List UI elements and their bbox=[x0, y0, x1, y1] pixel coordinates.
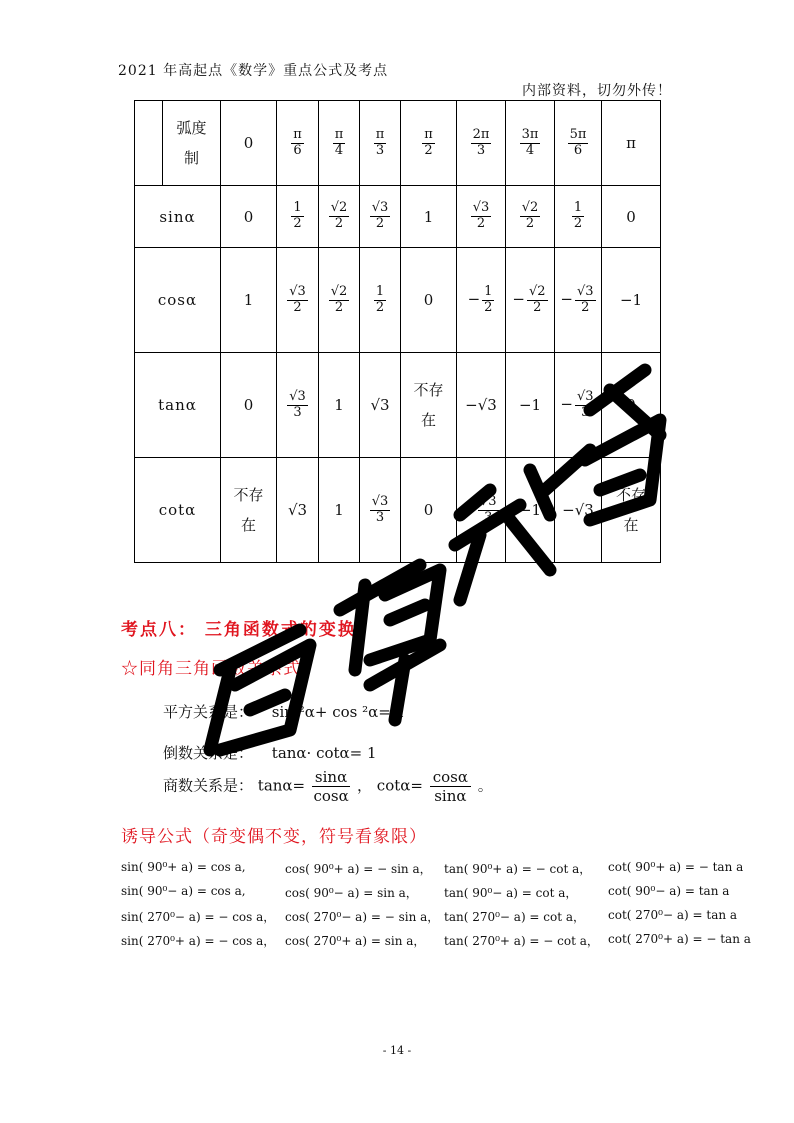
cell-value: π bbox=[626, 134, 636, 152]
value-cell bbox=[319, 353, 360, 458]
cell-value: 0 bbox=[626, 207, 636, 226]
value-cell bbox=[555, 248, 602, 353]
fraction-numerator: √3 bbox=[371, 200, 389, 216]
fraction-denominator: 4 bbox=[334, 142, 344, 158]
fraction-denominator: 2 bbox=[525, 216, 535, 231]
angle-cell bbox=[360, 101, 401, 186]
formula: cos( 90⁰− a) = sin a， bbox=[285, 886, 418, 900]
value-cell bbox=[401, 353, 457, 458]
cell-value: −√3 bbox=[465, 396, 497, 414]
formula: cot( 270⁰+ a) = − tan a bbox=[608, 932, 751, 946]
fraction bbox=[520, 128, 541, 159]
fraction bbox=[471, 128, 492, 159]
formula: tan( 270⁰− a) = cot a， bbox=[444, 910, 586, 924]
fraction-denominator: 3 bbox=[476, 142, 486, 158]
value-cell bbox=[401, 186, 457, 248]
fraction-numerator: √2 bbox=[330, 283, 348, 299]
fraction bbox=[370, 201, 391, 232]
fraction-denominator: 2 bbox=[334, 216, 344, 231]
cell-value: −1 bbox=[518, 396, 542, 414]
formula: tan( 90⁰− a) = cot a， bbox=[444, 886, 578, 900]
value-cell bbox=[221, 353, 277, 458]
minus-sign: − bbox=[512, 290, 525, 308]
table-row bbox=[135, 458, 661, 563]
table-row bbox=[135, 186, 661, 248]
square-relation bbox=[163, 701, 405, 722]
value-cell bbox=[277, 186, 319, 248]
fraction bbox=[287, 285, 308, 316]
formula: sin( 90⁰− a) = cos a, bbox=[121, 884, 246, 898]
fraction-numerator: 2π bbox=[472, 126, 490, 142]
value-cell bbox=[401, 248, 457, 353]
quotient-cot-denominator: sinα bbox=[434, 787, 467, 805]
fraction bbox=[478, 495, 499, 526]
fraction-denominator: 4 bbox=[525, 142, 535, 158]
row-function-label: tanα bbox=[135, 353, 221, 458]
fraction-denominator: 2 bbox=[375, 299, 385, 315]
fraction-numerator: √3 bbox=[472, 200, 490, 216]
cell-value: −1 bbox=[518, 501, 542, 519]
cell-value: 不存在 bbox=[233, 486, 264, 534]
induction-formulas bbox=[121, 860, 751, 956]
value-cell bbox=[602, 458, 661, 563]
formula: tan( 270⁰+ a) = − cot a， bbox=[444, 934, 599, 948]
value-cell bbox=[277, 248, 319, 353]
fraction bbox=[527, 285, 548, 316]
fraction-numerator: 5π bbox=[569, 126, 587, 142]
fraction-denominator: 3 bbox=[484, 509, 493, 525]
fraction-denominator: 3 bbox=[293, 404, 302, 420]
minus-sign: − bbox=[463, 500, 476, 518]
cell-value: 1 bbox=[423, 207, 434, 226]
quotient-relation-label: 商数关系是： bbox=[163, 776, 254, 795]
value-cell bbox=[277, 353, 319, 458]
value-cell bbox=[360, 353, 401, 458]
fraction-numerator: 1 bbox=[293, 200, 302, 216]
fraction bbox=[329, 285, 350, 316]
value-cell bbox=[602, 353, 661, 458]
document-header-notice: 内部资料，切勿外传！ bbox=[522, 83, 672, 99]
value-cell bbox=[457, 248, 506, 353]
quotient-cot-fraction bbox=[430, 768, 471, 805]
fraction-denominator: 2 bbox=[334, 299, 344, 315]
cell-value: −1 bbox=[619, 291, 643, 309]
fraction bbox=[471, 201, 492, 232]
cell-value: 0 bbox=[243, 207, 254, 226]
value-cell bbox=[221, 458, 277, 563]
formula: cot( 90⁰+ a) = − tan a bbox=[608, 860, 744, 874]
value-cell bbox=[319, 458, 360, 563]
minus-sign: − bbox=[560, 290, 573, 308]
fraction bbox=[329, 201, 350, 232]
quotient-end-mark: 。 bbox=[477, 776, 493, 795]
fraction bbox=[572, 201, 584, 232]
value-cell bbox=[319, 248, 360, 353]
formula: cos( 90⁰+ a) = − sin a， bbox=[285, 862, 432, 876]
cell-value: 1 bbox=[334, 501, 344, 519]
fraction-numerator: π bbox=[375, 126, 385, 142]
row-function-label: sinα bbox=[135, 186, 221, 248]
fraction bbox=[568, 128, 589, 159]
fraction bbox=[482, 285, 494, 316]
angle-cell bbox=[555, 101, 602, 186]
value-cell bbox=[555, 186, 602, 248]
value-cell bbox=[506, 353, 555, 458]
fraction-denominator: 6 bbox=[573, 142, 583, 158]
fraction-numerator: √3 bbox=[289, 388, 306, 404]
formula-row bbox=[121, 908, 748, 932]
table-corner-label bbox=[163, 101, 221, 186]
cell-value: √3 bbox=[287, 501, 308, 519]
value-cell bbox=[401, 458, 457, 563]
fraction bbox=[520, 201, 541, 232]
formula: cot( 90⁰− a) = tan a bbox=[608, 884, 730, 898]
quotient-tan-denominator: cosα bbox=[313, 787, 349, 805]
formula: cos( 270⁰+ a) = sin a， bbox=[285, 934, 426, 948]
table-row bbox=[135, 248, 661, 353]
fraction-numerator: π bbox=[293, 126, 302, 142]
fraction bbox=[374, 128, 387, 159]
quotient-tan-fraction bbox=[312, 768, 350, 805]
angle-cell bbox=[506, 101, 555, 186]
value-cell bbox=[277, 458, 319, 563]
cell-value: 0 bbox=[243, 396, 254, 414]
value-cell bbox=[360, 186, 401, 248]
fraction-denominator: 3 bbox=[375, 142, 385, 158]
fraction-numerator: √3 bbox=[577, 388, 594, 404]
induction-formulas-title: 诱导公式（奇变偶不变，符号看象限） bbox=[121, 827, 427, 847]
fraction-numerator: √2 bbox=[521, 200, 539, 216]
row-function-label: cosα bbox=[135, 248, 221, 353]
table-blank-cell bbox=[135, 101, 163, 186]
angle-cell bbox=[319, 101, 360, 186]
value-cell bbox=[360, 458, 401, 563]
quotient-tan-numerator: sinα bbox=[312, 768, 350, 787]
fraction bbox=[374, 285, 386, 316]
formula: cos( 270⁰− a) = − sin a， bbox=[285, 910, 440, 924]
value-cell bbox=[506, 458, 555, 563]
value-cell bbox=[506, 186, 555, 248]
angle-cell bbox=[457, 101, 506, 186]
fraction-numerator: 1 bbox=[375, 283, 385, 299]
fraction-numerator: π bbox=[334, 126, 344, 142]
formula: cot( 270⁰− a) = tan a bbox=[608, 908, 738, 922]
quotient-cot-lhs: cotα= bbox=[376, 776, 423, 795]
fraction-numerator: 1 bbox=[573, 200, 583, 216]
fraction-denominator: 2 bbox=[484, 299, 493, 315]
fraction-denominator: 2 bbox=[581, 299, 590, 315]
fraction-numerator: √2 bbox=[529, 283, 546, 299]
cell-value: −√3 bbox=[562, 501, 594, 519]
table-row-angles bbox=[135, 101, 661, 186]
value-cell bbox=[602, 248, 661, 353]
fraction bbox=[575, 285, 596, 316]
value-cell bbox=[319, 186, 360, 248]
formula-row bbox=[121, 860, 748, 884]
cell-value: 0 bbox=[626, 396, 636, 414]
formula-row bbox=[121, 932, 751, 956]
angle-cell bbox=[401, 101, 457, 186]
fraction-denominator: 2 bbox=[476, 216, 486, 231]
fraction-denominator: 3 bbox=[581, 404, 590, 420]
fraction-denominator: 2 bbox=[424, 142, 433, 158]
cell-value: 不存在 bbox=[413, 381, 444, 429]
reciprocal-relation-formula: tanα· cotα= 1 bbox=[271, 744, 377, 762]
angle-cell bbox=[221, 101, 277, 186]
formula: sin( 270⁰+ a) = − cos a， bbox=[121, 934, 276, 948]
value-cell bbox=[221, 248, 277, 353]
fraction-denominator: 2 bbox=[533, 299, 542, 315]
fraction-denominator: 2 bbox=[293, 216, 302, 231]
fraction-numerator: √3 bbox=[289, 283, 306, 299]
angle-cell bbox=[602, 101, 661, 186]
fraction-numerator: √2 bbox=[330, 200, 348, 216]
value-cell bbox=[457, 458, 506, 563]
row-function-label: cotα bbox=[135, 458, 221, 563]
fraction-denominator: 2 bbox=[375, 216, 385, 231]
fraction-numerator: 3π bbox=[521, 126, 539, 142]
square-relation-label: 平方关系是： bbox=[163, 703, 254, 721]
radian-label: 弧度制 bbox=[176, 119, 207, 167]
fraction-numerator: 1 bbox=[484, 283, 493, 299]
fraction-denominator: 3 bbox=[375, 509, 385, 525]
fraction-numerator: √3 bbox=[480, 493, 497, 509]
quotient-separator: ， bbox=[357, 776, 373, 795]
fraction bbox=[575, 390, 596, 421]
value-cell bbox=[360, 248, 401, 353]
fraction bbox=[287, 390, 308, 421]
reciprocal-relation-label: 倒数关系是： bbox=[163, 744, 254, 762]
angle-cell bbox=[277, 101, 319, 186]
reciprocal-relation bbox=[163, 742, 377, 763]
quotient-cot-numerator: cosα bbox=[430, 768, 471, 787]
value-cell bbox=[457, 186, 506, 248]
value-cell bbox=[457, 353, 506, 458]
section-title: 考点八： 三角函数式的变换 bbox=[121, 620, 357, 640]
fraction-numerator: √3 bbox=[577, 283, 594, 299]
minus-sign: − bbox=[560, 395, 573, 413]
fraction bbox=[291, 201, 303, 232]
page-number: - 14 - bbox=[382, 1044, 412, 1057]
formula: sin( 270⁰− a) = − cos a， bbox=[121, 910, 276, 924]
fraction-denominator: 2 bbox=[293, 299, 302, 315]
value-cell bbox=[555, 353, 602, 458]
quotient-tan-lhs: tanα= bbox=[257, 776, 306, 795]
formula: sin( 90⁰+ a) = cos a, bbox=[121, 860, 246, 874]
fraction bbox=[422, 128, 435, 159]
formula-row bbox=[121, 884, 748, 908]
fraction bbox=[333, 128, 346, 159]
value-cell bbox=[602, 186, 661, 248]
table-row bbox=[135, 353, 661, 458]
cell-value: 1 bbox=[243, 291, 254, 309]
fraction-denominator: 6 bbox=[293, 142, 302, 158]
fraction-numerator: √3 bbox=[371, 493, 389, 509]
square-relation-formula: sin ²α+ cos ²α= 1 bbox=[271, 703, 406, 721]
fraction bbox=[291, 128, 304, 159]
quotient-relation bbox=[163, 768, 493, 805]
minus-sign: − bbox=[467, 290, 481, 308]
cell-value: 1 bbox=[334, 396, 344, 414]
cell-value: 0 bbox=[423, 501, 434, 519]
formula: tan( 90⁰+ a) = − cot a， bbox=[444, 862, 592, 876]
trig-values-table bbox=[134, 100, 661, 563]
value-cell bbox=[506, 248, 555, 353]
fraction-denominator: 2 bbox=[573, 216, 583, 231]
document-header-title: 2021 年高起点《数学》重点公式及考点 bbox=[118, 63, 389, 79]
cell-value: 0 bbox=[243, 134, 254, 152]
cell-value: √3 bbox=[370, 396, 390, 414]
cell-value: 不存在 bbox=[615, 486, 646, 534]
fraction-numerator: π bbox=[424, 126, 433, 142]
cell-value: 0 bbox=[423, 291, 434, 309]
value-cell bbox=[221, 186, 277, 248]
value-cell bbox=[555, 458, 602, 563]
subsection-title: ☆同角三角函数关系式 bbox=[121, 659, 301, 679]
fraction bbox=[370, 495, 391, 526]
